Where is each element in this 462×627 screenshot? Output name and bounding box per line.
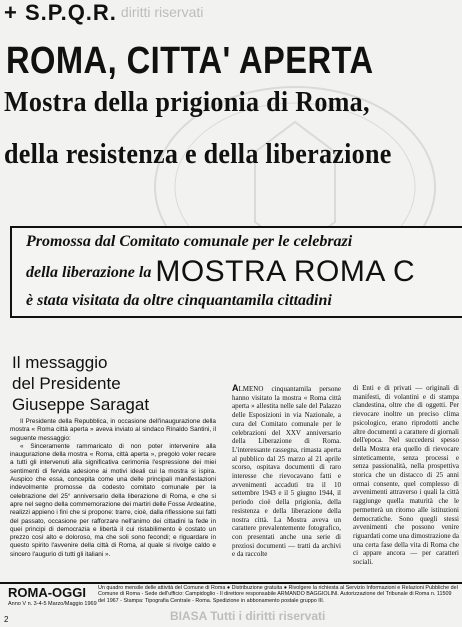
promo-mostra-title: MOSTRA ROMA C [155, 255, 416, 288]
promo-line-1: Promossa dal Comitato comunale per le celebrazi [26, 233, 353, 250]
watermark-top: diritti riservati [120, 4, 204, 20]
promo-line-2 [26, 255, 415, 289]
message-heading-line-3: Giuseppe Saragat [12, 395, 150, 414]
footer-watermark: BIASA Tutti i diritti riservati [170, 609, 326, 623]
message-column [10, 418, 216, 559]
article-column-2: di Enti e di privati — originali di manifesti, di volantini e di stampa clandestina, oltre che di oggetti. Per rievocare inoltre un preciso clima psicologico, erano riprodotti anche altre documenti a carattere di giornali dell'epoca. Nel succedersi spesso della Mostra era quello di rievocare sinteticamente, senza processi e senza passionalità, nella prospettiva storica che un distacco di 25 anni ormai consente, quel complesso di avvenimenti attraverso i quali la città raggiunge quella maturità che le permetterà un ritorno alle istituzioni democratiche. Sono quegli stessi avvenimenti che possono venire riguardati come una dimostrazione da una certa fase della vita di Roma che ci appare ancora — per caratteri sociali. [353, 384, 459, 567]
header-spqr [4, 0, 203, 26]
spqr-text: + S.P.Q.R. [4, 0, 117, 25]
promo-box [10, 226, 462, 318]
promo-line-3: è stata visitata da oltre cinquantamila cittadini [26, 292, 332, 309]
promo-line-2-lead: della liberazione la [26, 264, 152, 281]
page-title: ROMA, CITTA' APERTA [6, 40, 374, 82]
page-number: 2 [4, 615, 9, 624]
message-heading-line-2: del Presidente [12, 374, 121, 393]
footer-issue: Anno V n. 3-4-5 Marzo/Maggio 1969 [8, 601, 97, 607]
subtitle-line-2: della resistenza e della liberazione [4, 138, 392, 170]
message-heading-line-1: Il messaggio [12, 353, 108, 372]
footer-masthead: ROMA-OGGI [8, 585, 86, 600]
footer-colophon: Un quadro mensile delle attività del Comune di Roma ● Distribuzione gratuita ● Rivolgere la richiesta al Servizio Informazioni e Relazioni Pubbliche del Comune di Roma - Sede dell'ufficio: Campidoglio - Il direttore responsabile ARMANDO BAGGIOLINI. Autorizzazione del Tribunale di Roma n. 11509 del 1967 - Stampa: Tipografia Centrale - Roma. Spedizione in abbonamento postale gruppo III. [98, 585, 458, 604]
message-heading [12, 352, 212, 415]
article-column-1-text: LMENO cinquantamila persone hanno visitato la mostra « Roma città aperta » allestita nelle sale del Palazzo delle Esposizioni in via Nazionale, a cura del Comitato comunale per le celebrazioni del XXV anniversario della Liberazione di Roma. L'interessante rassegna, rimasta aperta al pubblico dal 25 marzo al 21 aprile scorso, ospitava documenti di raro interesse che rievocavano fatti e avvenimenti accaduti tra il 10 settembre 1943 e il 5 giugno 1944, il periodo cioè della prigionia, della resistenza e della liberazione della nostra città. La Mostra aveva un carattere prevalentemente fotografico, con presentati anche una serie di preziosi documenti — tratti da archivi e da raccolte [232, 385, 341, 559]
article-dropcap: A [232, 383, 239, 393]
subtitle-line-1: Mostra della prigionia di Roma, [4, 86, 370, 118]
message-paragraph-1: Il Presidente della Repubblica, in occasione dell'inaugurazione della mostra « Roma città aperta » aveva inviato al sindaco Rinaldo Santini, il seguente messaggio: [10, 418, 216, 442]
message-paragraph-2: « Sinceramente rammaricato di non poter intervenire alla inaugurazione della mostra « Roma, città aperta », pregolo voler recare a tutti gli intervenuti alla significativa cerimonia l'espressione dei miei sentimenti di fervida adesione ai motivi ideali cui la mostra si ispira. Auspico che essa, concepita come una delle principali manifestazioni indevolmente promosse da codesto comitato comunale per la celebrazione del 25° anniversario della liberazione di Roma, e che si apre nel segno della commemorazione dei martiri delle Fosse Ardeatine, realizzi appieno i fini che si propone: trarre, cioè, dalla riflessione sui fatti del passato, occasione per rafforzare nell'animo dei cittadini la fede in quei principi di democrazia e libertà il cui ristabilimento è costato un prezzo così alto e doloroso, ma che soli sono fecondi; e riguardare in questo spirito l'avvenire della città di Roma, al quale si rivolge caldo e sincero l'augurio di tutti gli italiani ». [10, 442, 216, 558]
article-column-1 [232, 384, 341, 559]
